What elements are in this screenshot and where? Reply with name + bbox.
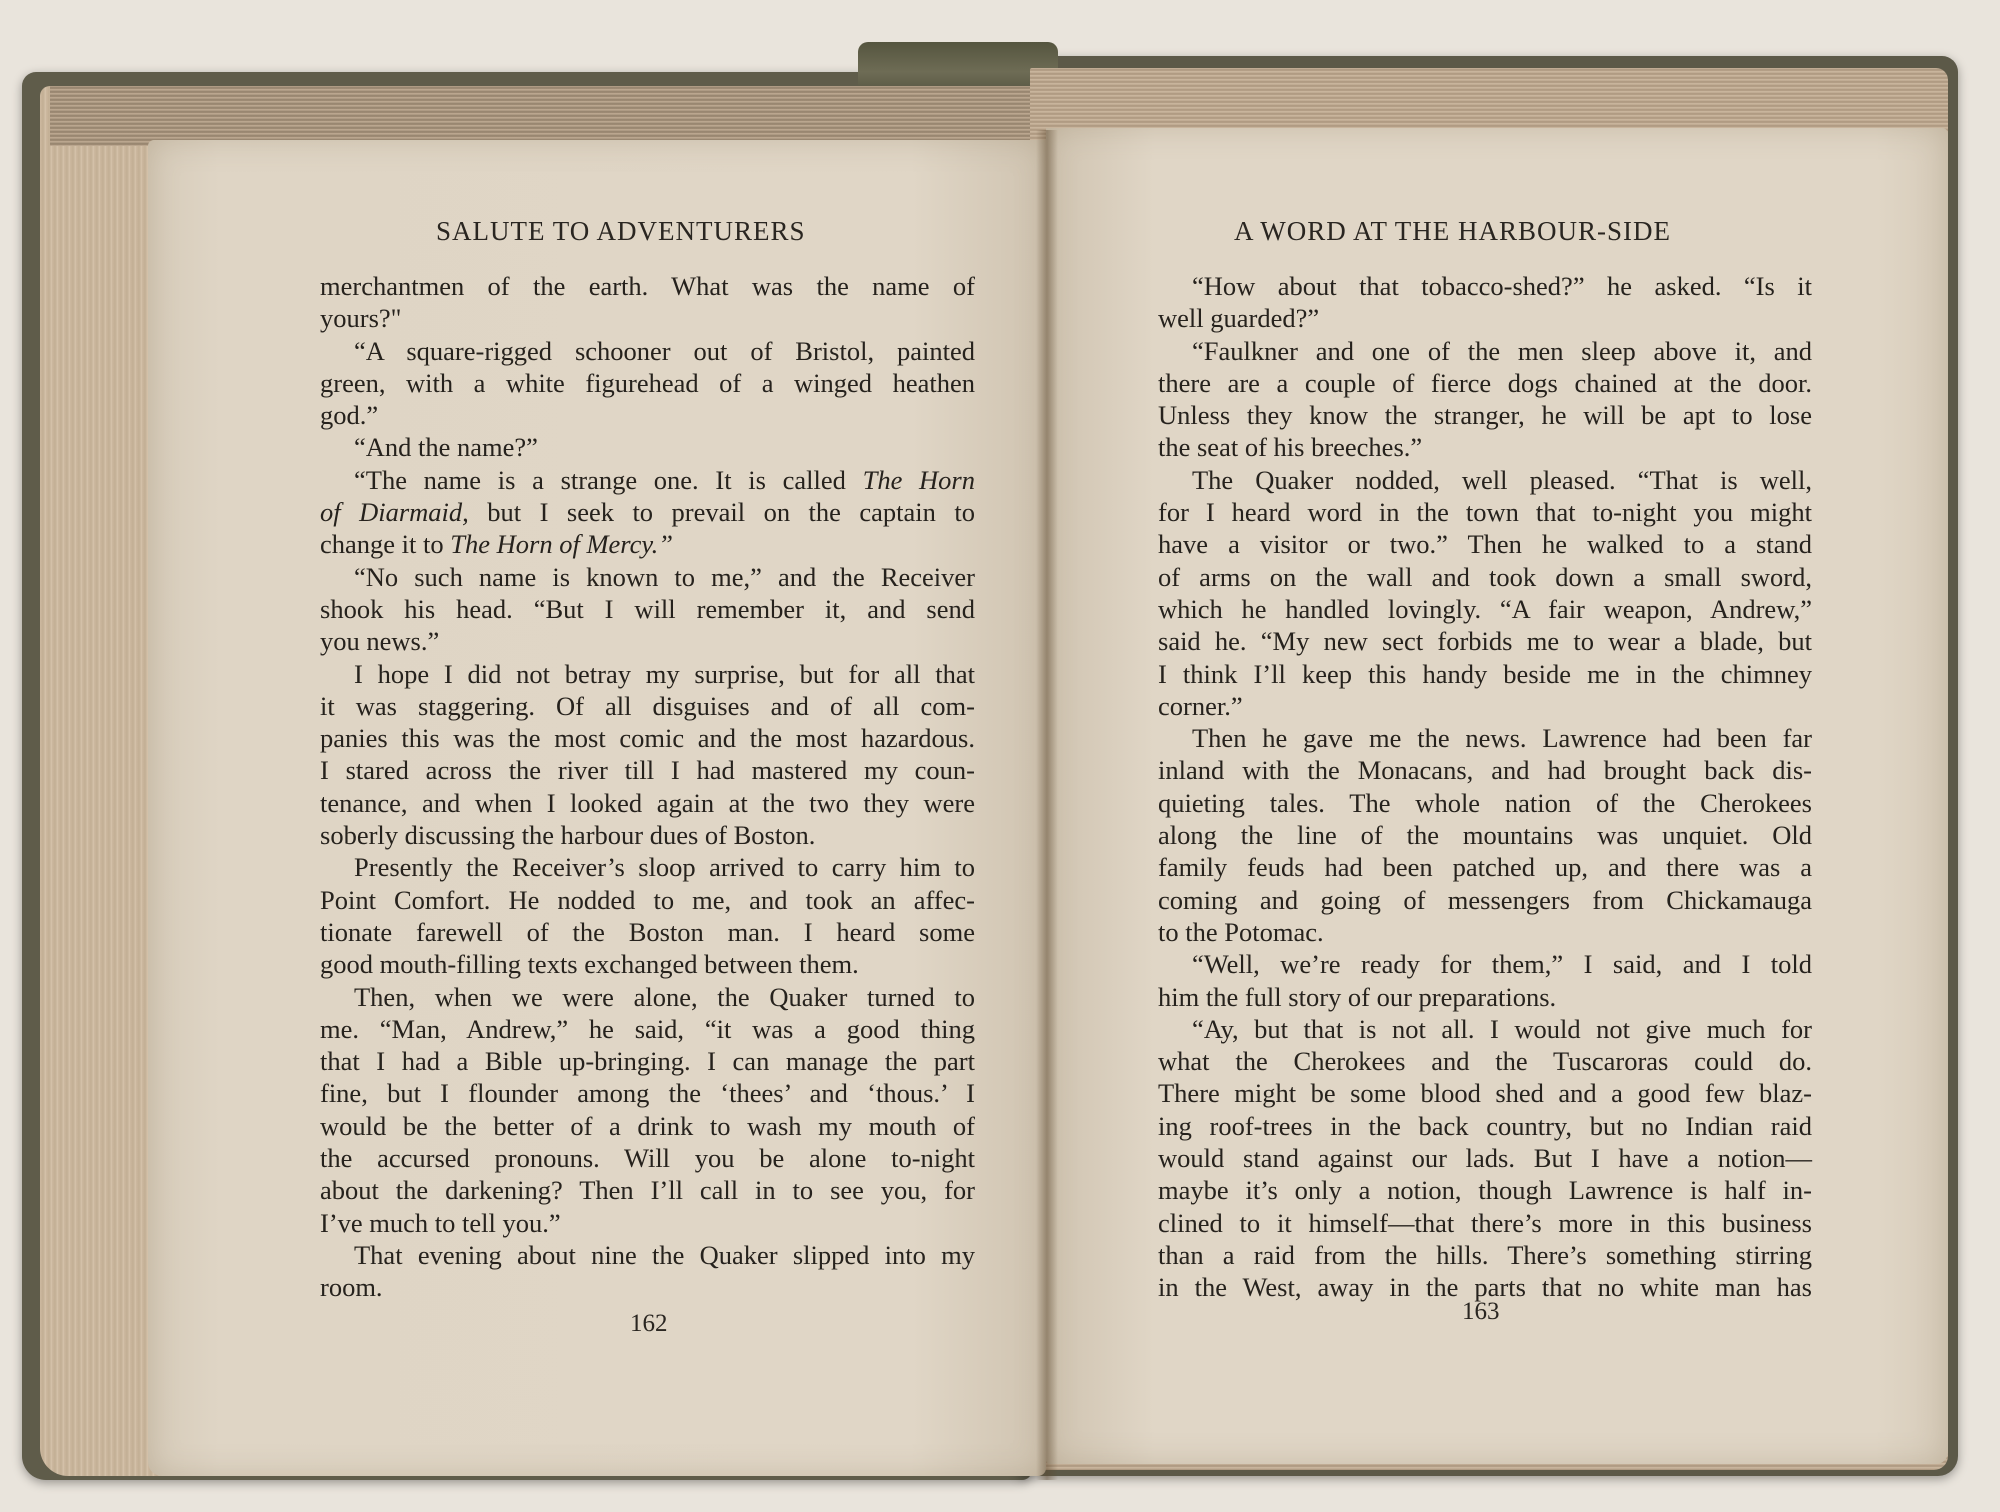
text-run: which he handled lovingly. “A fair weapon, Andrew,”: [1158, 593, 1812, 624]
text-run: soberly discussing the harbour dues of Boston.: [320, 820, 816, 851]
left-running-head: SALUTE TO ADVENTURERS: [436, 216, 806, 246]
text-run: Point Comfort. He nodded to me, and took an affec-: [320, 884, 975, 915]
text-run: Unless they know the stranger, he will be apt to lose: [1158, 400, 1812, 431]
text-run: Then he gave me the news. Lawrence had been far: [1192, 723, 1812, 754]
text-line: [1158, 1110, 1812, 1142]
text-run: “A square-rigged schooner out of Bristol, painted: [354, 335, 975, 366]
text-run: “Ay, but that is not all. I would not give much for: [1192, 1013, 1812, 1044]
text-line: [320, 981, 975, 1013]
text-line: [1158, 496, 1812, 528]
text-line: [1158, 819, 1812, 851]
text-line: [320, 1045, 975, 1077]
text-run: well guarded?”: [1158, 303, 1320, 334]
text-run: coming and going of messengers from Chickamauga: [1158, 884, 1812, 915]
italic-text: The Horn: [862, 464, 975, 495]
text-line: [1158, 1239, 1812, 1271]
text-run: would stand against our lads. But I have a notion—: [1158, 1143, 1812, 1174]
text-line: [320, 302, 975, 334]
text-run: The Quaker nodded, well pleased. “That is well,: [1192, 464, 1812, 495]
text-line: [1158, 948, 1812, 980]
text-run: “The name is a strange one. It is called: [354, 464, 863, 495]
text-run: clined to it himself—that there’s more in this business: [1158, 1207, 1812, 1238]
text-line: [320, 851, 975, 883]
text-line: [320, 1013, 975, 1045]
text-line: [1158, 625, 1812, 657]
text-run: to the Potomac.: [1158, 916, 1324, 947]
text-line: [320, 948, 975, 980]
text-line: [1158, 1207, 1812, 1239]
text-line: [1158, 981, 1812, 1013]
text-line: [1158, 431, 1812, 463]
text-run: along the line of the mountains was unquiet. Old: [1158, 820, 1812, 851]
text-line: [1158, 658, 1812, 690]
text-line: [1158, 1077, 1812, 1109]
text-run: “Well, we’re ready for them,” I said, and I told: [1192, 949, 1812, 980]
text-line: [1158, 851, 1812, 883]
text-line: [320, 1174, 975, 1206]
text-line: [320, 658, 975, 690]
text-line: [320, 561, 975, 593]
text-line: [1158, 884, 1812, 916]
text-run: would be the better of a drink to wash my mouth of: [320, 1110, 975, 1141]
text-run: family feuds had been patched up, and there was a: [1158, 852, 1812, 883]
text-line: [320, 1239, 975, 1271]
left-page-text: [320, 270, 975, 1304]
text-run: yours?": [320, 303, 402, 334]
text-run: that I had a Bible up-bringing. I can manage the part: [320, 1046, 975, 1077]
text-line: [320, 464, 975, 496]
text-line: [1158, 464, 1812, 496]
text-run: the accursed pronouns. Will you be alone to-night: [320, 1143, 975, 1174]
text-run: god.”: [320, 400, 379, 431]
text-line: [1158, 399, 1812, 431]
text-run: fine, but I flounder among the ‘thees’ and ‘thous.’ I: [320, 1078, 975, 1109]
italic-text: The Horn of Mercy.”: [450, 529, 674, 560]
text-line: [1158, 1142, 1812, 1174]
text-run: I think I’ll keep this handy beside me in the chimney: [1158, 658, 1812, 689]
text-line: [1158, 916, 1812, 948]
text-run: panies this was the most comic and the most hazardous.: [320, 723, 975, 754]
text-run: have a visitor or two.” Then he walked to a stand: [1158, 529, 1812, 560]
text-line: [1158, 367, 1812, 399]
text-line: [1158, 302, 1812, 334]
text-run: I’ve much to tell you.”: [320, 1207, 561, 1238]
text-run: said he. “My new sect forbids me to wear a blade, but: [1158, 626, 1812, 657]
text-run: tionate farewell of the Boston man. I heard some: [320, 916, 975, 947]
text-line: [1158, 528, 1812, 560]
text-run: “Faulkner and one of the men sleep above it, and: [1192, 335, 1812, 366]
text-run: me. “Man, Andrew,” he said, “it was a good thing: [320, 1013, 975, 1044]
text-run: for I heard word in the town that to-night you might: [1158, 497, 1812, 528]
text-run: of arms on the wall and took down a small sword,: [1158, 561, 1812, 592]
text-run: ing roof-trees in the back country, but no Indian raid: [1158, 1110, 1812, 1141]
text-line: [320, 431, 975, 463]
text-run: shook his head. “But I will remember it, and send: [320, 593, 975, 624]
text-run: good mouth-filling texts exchanged between them.: [320, 949, 859, 980]
book-gutter: [1036, 130, 1058, 1480]
text-line: [1158, 690, 1812, 722]
text-line: [1158, 593, 1812, 625]
right-running-head: A WORD AT THE HARBOUR-SIDE: [1234, 216, 1672, 246]
text-line: [320, 754, 975, 786]
text-run: I stared across the river till I had mastered my coun-: [320, 755, 975, 786]
text-line: [320, 1110, 975, 1142]
right-page-number: 163: [1462, 1298, 1500, 1325]
text-run: but I seek to prevail on the captain to: [468, 497, 975, 528]
text-run: him the full story of our preparations.: [1158, 981, 1557, 1012]
text-run: Presently the Receiver’s sloop arrived to carry him to: [354, 852, 975, 883]
text-run: tenance, and when I looked again at the two they were: [320, 787, 975, 818]
text-line: [320, 399, 975, 431]
page-edges-top-left: [50, 86, 1040, 146]
text-line: [1158, 335, 1812, 367]
text-run: Then, when we were alone, the Quaker turned to: [354, 981, 975, 1012]
text-line: [1158, 754, 1812, 786]
text-run: merchantmen of the earth. What was the name of: [320, 271, 975, 301]
text-line: [320, 367, 975, 399]
text-run: you news.”: [320, 626, 440, 657]
text-line: [320, 496, 975, 528]
text-line: [320, 593, 975, 625]
text-run: “How about that tobacco-shed?” he asked. “Is it: [1192, 271, 1812, 301]
text-line: [320, 884, 975, 916]
text-line: [320, 1142, 975, 1174]
text-run: inland with the Monacans, and had brought back dis-: [1158, 755, 1812, 786]
right-page-text: [1158, 270, 1812, 1304]
text-line: [320, 1207, 975, 1239]
text-run: there are a couple of fierce dogs chained at the door.: [1158, 367, 1812, 398]
text-line: [1158, 1174, 1812, 1206]
text-line: [320, 1271, 975, 1303]
text-run: room.: [320, 1272, 383, 1303]
text-run: in the West, away in the parts that no white man has: [1158, 1272, 1812, 1303]
text-run: it was staggering. Of all disguises and of all com-: [320, 690, 975, 721]
text-run: maybe it’s only a notion, though Lawrence is half in-: [1158, 1175, 1812, 1206]
text-run: the seat of his breeches.”: [1158, 432, 1423, 463]
text-line: [320, 690, 975, 722]
text-line: [1158, 722, 1812, 754]
text-run: There might be some blood shed and a good few blaz-: [1158, 1078, 1812, 1109]
text-line: [1158, 1045, 1812, 1077]
text-line: [320, 270, 975, 302]
text-run: change it to: [320, 529, 451, 560]
text-line: [1158, 787, 1812, 819]
text-run: green, with a white figurehead of a winged heathen: [320, 367, 975, 398]
text-line: [1158, 270, 1812, 302]
text-run: “No such name is known to me,” and the Receiver: [354, 561, 975, 592]
text-run: “And the name?”: [354, 432, 538, 463]
text-line: [320, 625, 975, 657]
text-line: [320, 528, 975, 560]
text-run: than a raid from the hills. There’s something stirring: [1158, 1239, 1812, 1270]
text-run: about the darkening? Then I’ll call in to see you, for: [320, 1175, 975, 1206]
text-line: [320, 335, 975, 367]
text-line: [320, 722, 975, 754]
text-line: [320, 787, 975, 819]
text-run: quieting tales. The whole nation of the Cherokees: [1158, 787, 1812, 818]
text-line: [320, 916, 975, 948]
text-line: [1158, 1013, 1812, 1045]
text-run: That evening about nine the Quaker slipped into my: [354, 1239, 975, 1270]
italic-text: of Diarmaid,: [320, 497, 469, 528]
text-line: [320, 819, 975, 851]
left-page-number: 162: [630, 1310, 668, 1337]
text-line: [1158, 561, 1812, 593]
text-run: what the Cherokees and the Tuscaroras could do.: [1158, 1046, 1812, 1077]
text-run: corner.”: [1158, 690, 1243, 721]
text-line: [320, 1077, 975, 1109]
text-run: I hope I did not betray my surprise, but for all that: [354, 658, 975, 689]
